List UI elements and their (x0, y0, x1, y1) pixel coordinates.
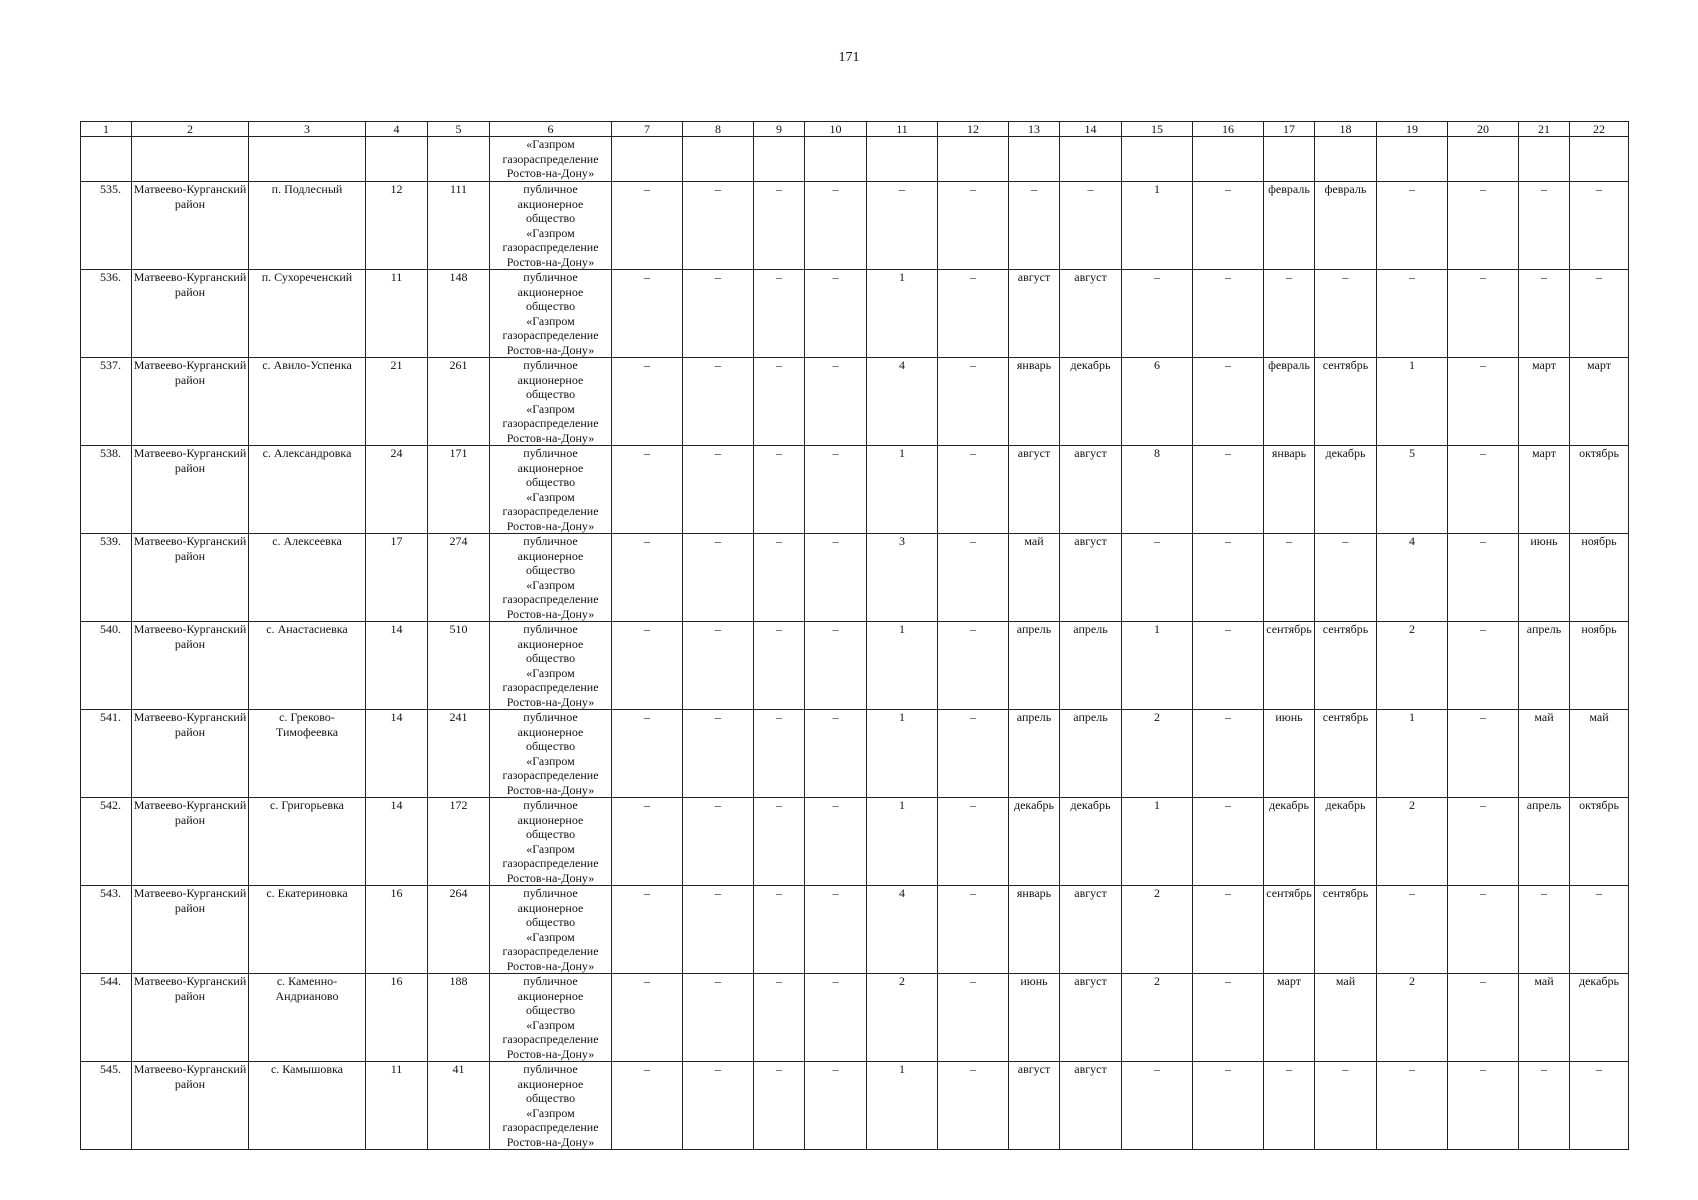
value-cell: – (754, 974, 805, 1062)
value-cell: – (1193, 534, 1264, 622)
value-cell: – (1060, 182, 1122, 270)
value-cell: 1 (1377, 710, 1448, 798)
value-cell: – (1448, 182, 1519, 270)
value-cell: – (805, 886, 867, 974)
value-cell: – (805, 270, 867, 358)
value-cell: 2 (1377, 622, 1448, 710)
page-number: 171 (838, 50, 860, 65)
value-cell: – (1264, 270, 1315, 358)
value-cell: 11 (366, 1062, 428, 1150)
value-cell: – (612, 1062, 683, 1150)
value-cell: 14 (366, 798, 428, 886)
value-cell: – (1377, 1062, 1448, 1150)
value-cell: 5 (1377, 446, 1448, 534)
header-cell: 3 (249, 122, 366, 137)
value-cell: – (1193, 798, 1264, 886)
table-row (81, 886, 1629, 974)
value-cell: 4 (867, 886, 938, 974)
value-cell: сентябрь (1315, 358, 1377, 446)
value-cell: – (754, 534, 805, 622)
value-cell: – (683, 358, 754, 446)
value-cell: февраль (1315, 182, 1377, 270)
value-cell: март (1519, 358, 1570, 446)
value-cell: ноябрь (1570, 622, 1629, 710)
organization-cell: публичное акционерное общество «Газпром газораспределение Ростов-на-Дону» (490, 798, 612, 886)
organization-cell: публичное акционерное общество «Газпром газораспределение Ростов-на-Дону» (490, 974, 612, 1062)
value-cell: сентябрь (1264, 886, 1315, 974)
value-cell: сентябрь (1315, 886, 1377, 974)
district-cell: Матвеево-Курганский район (132, 886, 249, 974)
value-cell: 274 (428, 534, 490, 622)
locality-cell: с. Камышовка (249, 1062, 366, 1150)
value-cell: – (612, 710, 683, 798)
value-cell: 41 (428, 1062, 490, 1150)
value-cell: 1 (867, 710, 938, 798)
table-row (81, 798, 1629, 886)
district-cell: Матвеево-Курганский район (132, 798, 249, 886)
value-cell: – (754, 446, 805, 534)
value-cell: – (867, 182, 938, 270)
value-cell: – (1193, 446, 1264, 534)
value-cell: 1 (867, 1062, 938, 1150)
value-cell: 1 (867, 270, 938, 358)
value-cell: февраль (1264, 182, 1315, 270)
value-cell: 188 (428, 974, 490, 1062)
value-cell: 4 (1377, 534, 1448, 622)
value-cell: январь (1264, 446, 1315, 534)
value-cell: 11 (366, 270, 428, 358)
row-number-cell: 540. (81, 622, 132, 710)
value-cell: декабрь (1315, 798, 1377, 886)
value-cell: сентябрь (1315, 622, 1377, 710)
value-cell: февраль (1264, 358, 1315, 446)
header-cell: 5 (428, 122, 490, 137)
value-cell: – (1009, 182, 1060, 270)
value-cell: – (754, 358, 805, 446)
value-cell: – (805, 446, 867, 534)
value-cell: 264 (428, 886, 490, 974)
gasification-schedule-table (80, 121, 1629, 1150)
value-cell: – (938, 182, 1009, 270)
row-number-cell: 544. (81, 974, 132, 1062)
organization-cell: публичное акционерное общество «Газпром газораспределение Ростов-на-Дону» (490, 886, 612, 974)
value-cell: – (1448, 710, 1519, 798)
value-cell: – (805, 622, 867, 710)
value-cell: – (938, 358, 1009, 446)
value-cell: – (683, 886, 754, 974)
value-cell: – (612, 358, 683, 446)
locality-cell: п. Сухореченский (249, 270, 366, 358)
value-cell: – (938, 710, 1009, 798)
value-cell: – (1519, 886, 1570, 974)
value-cell: – (1448, 534, 1519, 622)
header-cell: 10 (805, 122, 867, 137)
table-row (81, 622, 1629, 710)
value-cell: май (1315, 974, 1377, 1062)
row-number-cell: 536. (81, 270, 132, 358)
value-cell: – (1193, 182, 1264, 270)
value-cell: 111 (428, 182, 490, 270)
row-number-cell: 545. (81, 1062, 132, 1150)
header-cell: 18 (1315, 122, 1377, 137)
value-cell: – (938, 974, 1009, 1062)
value-cell: – (805, 710, 867, 798)
value-cell: – (805, 1062, 867, 1150)
value-cell: – (1448, 446, 1519, 534)
value-cell: – (1315, 534, 1377, 622)
value-cell: март (1519, 446, 1570, 534)
value-cell: 148 (428, 270, 490, 358)
value-cell: – (612, 798, 683, 886)
value-cell: 2 (867, 974, 938, 1062)
locality-cell: с. Александровка (249, 446, 366, 534)
value-cell: июнь (1519, 534, 1570, 622)
value-cell: – (754, 1062, 805, 1150)
table-row (81, 1062, 1629, 1150)
row-number-cell: 539. (81, 534, 132, 622)
value-cell: май (1570, 710, 1629, 798)
value-cell: – (683, 446, 754, 534)
value-cell: июнь (1009, 974, 1060, 1062)
value-cell: – (1377, 886, 1448, 974)
district-cell: Матвеево-Курганский район (132, 182, 249, 270)
value-cell: – (612, 534, 683, 622)
value-cell: – (1448, 358, 1519, 446)
value-cell: – (612, 182, 683, 270)
value-cell: – (1570, 886, 1629, 974)
locality-cell: с. Каменно-Андрианово (249, 974, 366, 1062)
organization-cell: публичное акционерное общество «Газпром газораспределение Ростов-на-Дону» (490, 446, 612, 534)
value-cell: 510 (428, 622, 490, 710)
value-cell: – (1122, 534, 1193, 622)
value-cell: – (1193, 974, 1264, 1062)
value-cell: – (938, 1062, 1009, 1150)
value-cell: – (612, 974, 683, 1062)
value-cell: – (1377, 182, 1448, 270)
header-cell: 22 (1570, 122, 1629, 137)
header-cell: 21 (1519, 122, 1570, 137)
value-cell: декабрь (1315, 446, 1377, 534)
value-cell: январь (1009, 358, 1060, 446)
organization-cell: публичное акционерное общество «Газпром газораспределение Ростов-на-Дону» (490, 1062, 612, 1150)
value-cell: – (1570, 1062, 1629, 1150)
locality-cell: с. Григорьевка (249, 798, 366, 886)
value-cell: – (1448, 1062, 1519, 1150)
district-cell: Матвеево-Курганский район (132, 270, 249, 358)
column-number-header (81, 122, 1629, 137)
org-cell-continued: «Газпром газораспределение Ростов-на-Дону» (490, 137, 612, 182)
value-cell: – (1193, 710, 1264, 798)
row-number-cell: 538. (81, 446, 132, 534)
header-cell: 19 (1377, 122, 1448, 137)
header-cell: 14 (1060, 122, 1122, 137)
district-cell: Матвеево-Курганский район (132, 622, 249, 710)
header-cell: 12 (938, 122, 1009, 137)
table-row (81, 710, 1629, 798)
value-cell: 14 (366, 710, 428, 798)
value-cell: – (683, 622, 754, 710)
value-cell: 2 (1122, 974, 1193, 1062)
table-row (81, 270, 1629, 358)
value-cell: ноябрь (1570, 534, 1629, 622)
value-cell: – (1519, 182, 1570, 270)
value-cell: 2 (1122, 886, 1193, 974)
value-cell: – (1193, 270, 1264, 358)
locality-cell: с. Авило-Успенка (249, 358, 366, 446)
value-cell: 17 (366, 534, 428, 622)
header-cell: 11 (867, 122, 938, 137)
value-cell: – (754, 270, 805, 358)
value-cell: август (1060, 886, 1122, 974)
value-cell: – (754, 886, 805, 974)
value-cell: январь (1009, 886, 1060, 974)
value-cell: 16 (366, 974, 428, 1062)
header-cell: 9 (754, 122, 805, 137)
value-cell: сентябрь (1264, 622, 1315, 710)
value-cell: – (1448, 270, 1519, 358)
value-cell: – (1264, 1062, 1315, 1150)
value-cell: август (1009, 270, 1060, 358)
value-cell: – (1519, 1062, 1570, 1150)
locality-cell: с. Екатериновка (249, 886, 366, 974)
value-cell: декабрь (1009, 798, 1060, 886)
organization-cell: публичное акционерное общество «Газпром газораспределение Ростов-на-Дону» (490, 270, 612, 358)
value-cell: май (1009, 534, 1060, 622)
value-cell: май (1519, 974, 1570, 1062)
value-cell: 1 (867, 622, 938, 710)
value-cell: – (805, 534, 867, 622)
value-cell: – (683, 710, 754, 798)
value-cell: август (1009, 1062, 1060, 1150)
district-cell: Матвеево-Курганский район (132, 358, 249, 446)
value-cell: – (683, 798, 754, 886)
value-cell: – (1193, 358, 1264, 446)
value-cell: – (1448, 886, 1519, 974)
value-cell: – (805, 974, 867, 1062)
value-cell: – (805, 358, 867, 446)
district-cell: Матвеево-Курганский район (132, 446, 249, 534)
district-cell: Матвеево-Курганский район (132, 974, 249, 1062)
value-cell: октябрь (1570, 446, 1629, 534)
header-cell: 1 (81, 122, 132, 137)
value-cell: 172 (428, 798, 490, 886)
header-cell: 15 (1122, 122, 1193, 137)
value-cell: – (683, 1062, 754, 1150)
value-cell: – (612, 270, 683, 358)
value-cell: – (754, 182, 805, 270)
value-cell: – (1315, 1062, 1377, 1150)
row-number-cell: 541. (81, 710, 132, 798)
value-cell: 14 (366, 622, 428, 710)
value-cell: – (1193, 1062, 1264, 1150)
value-cell: октябрь (1570, 798, 1629, 886)
value-cell: – (612, 622, 683, 710)
locality-cell: с. Греково-Тимофеевка (249, 710, 366, 798)
value-cell: 3 (867, 534, 938, 622)
table-row (81, 182, 1629, 270)
value-cell: август (1060, 974, 1122, 1062)
value-cell: – (1193, 622, 1264, 710)
value-cell: – (1193, 886, 1264, 974)
value-cell: апрель (1519, 622, 1570, 710)
organization-cell: публичное акционерное общество «Газпром газораспределение Ростов-на-Дону» (490, 622, 612, 710)
value-cell: июнь (1264, 710, 1315, 798)
value-cell: май (1519, 710, 1570, 798)
value-cell: 261 (428, 358, 490, 446)
value-cell: август (1060, 1062, 1122, 1150)
header-cell: 16 (1193, 122, 1264, 137)
value-cell: апрель (1009, 622, 1060, 710)
value-cell: – (1122, 1062, 1193, 1150)
value-cell: – (612, 446, 683, 534)
district-cell: Матвеево-Курганский район (132, 1062, 249, 1150)
row-number-cell: 535. (81, 182, 132, 270)
district-cell: Матвеево-Курганский район (132, 534, 249, 622)
table-row (81, 446, 1629, 534)
value-cell: 1 (1122, 182, 1193, 270)
value-cell: март (1570, 358, 1629, 446)
locality-cell: с. Анастасиевка (249, 622, 366, 710)
value-cell: – (938, 270, 1009, 358)
value-cell: – (1315, 270, 1377, 358)
value-cell: – (683, 182, 754, 270)
header-cell: 8 (683, 122, 754, 137)
value-cell: 1 (1122, 622, 1193, 710)
table-row (81, 358, 1629, 446)
value-cell: декабрь (1264, 798, 1315, 886)
value-cell: апрель (1009, 710, 1060, 798)
value-cell: апрель (1060, 622, 1122, 710)
header-cell: 2 (132, 122, 249, 137)
value-cell: – (938, 886, 1009, 974)
value-cell: август (1060, 270, 1122, 358)
value-cell: – (1264, 534, 1315, 622)
value-cell: – (938, 798, 1009, 886)
locality-cell: п. Подлесный (249, 182, 366, 270)
value-cell: – (1122, 270, 1193, 358)
value-cell: 1 (1122, 798, 1193, 886)
value-cell: – (938, 534, 1009, 622)
organization-cell: публичное акционерное общество «Газпром газораспределение Ростов-на-Дону» (490, 534, 612, 622)
header-cell: 4 (366, 122, 428, 137)
value-cell: – (1448, 622, 1519, 710)
value-cell: август (1009, 446, 1060, 534)
value-cell: 2 (1377, 974, 1448, 1062)
value-cell: 24 (366, 446, 428, 534)
value-cell: сентябрь (1315, 710, 1377, 798)
value-cell: апрель (1060, 710, 1122, 798)
value-cell: 21 (366, 358, 428, 446)
header-cell: 6 (490, 122, 612, 137)
value-cell: 1 (1377, 358, 1448, 446)
value-cell: декабрь (1060, 358, 1122, 446)
header-cell: 17 (1264, 122, 1315, 137)
value-cell: март (1264, 974, 1315, 1062)
value-cell: 241 (428, 710, 490, 798)
value-cell: – (805, 798, 867, 886)
value-cell: – (612, 886, 683, 974)
organization-cell: публичное акционерное общество «Газпром газораспределение Ростов-на-Дону» (490, 710, 612, 798)
value-cell: – (1570, 270, 1629, 358)
organization-cell: публичное акционерное общество «Газпром газораспределение Ростов-на-Дону» (490, 182, 612, 270)
value-cell: апрель (1519, 798, 1570, 886)
value-cell: – (938, 622, 1009, 710)
value-cell: – (1570, 182, 1629, 270)
header-cell: 7 (612, 122, 683, 137)
value-cell: декабрь (1060, 798, 1122, 886)
value-cell: – (938, 446, 1009, 534)
value-cell: 16 (366, 886, 428, 974)
value-cell: 1 (867, 446, 938, 534)
organization-cell: публичное акционерное общество «Газпром газораспределение Ростов-на-Дону» (490, 358, 612, 446)
locality-cell: с. Алексеевка (249, 534, 366, 622)
district-cell: Матвеево-Курганский район (132, 710, 249, 798)
value-cell: – (683, 534, 754, 622)
value-cell: – (1519, 270, 1570, 358)
row-number-cell: 542. (81, 798, 132, 886)
value-cell: 4 (867, 358, 938, 446)
value-cell: – (683, 270, 754, 358)
value-cell: 2 (1377, 798, 1448, 886)
value-cell: 1 (867, 798, 938, 886)
value-cell: – (683, 974, 754, 1062)
value-cell: 2 (1122, 710, 1193, 798)
value-cell: август (1060, 534, 1122, 622)
table-row (81, 534, 1629, 622)
value-cell: – (805, 182, 867, 270)
value-cell: 12 (366, 182, 428, 270)
value-cell: – (754, 622, 805, 710)
value-cell: – (754, 710, 805, 798)
value-cell: декабрь (1570, 974, 1629, 1062)
value-cell: август (1060, 446, 1122, 534)
value-cell: 8 (1122, 446, 1193, 534)
continuation-row (81, 137, 1629, 182)
header-cell: 20 (1448, 122, 1519, 137)
value-cell: – (1448, 798, 1519, 886)
value-cell: 171 (428, 446, 490, 534)
value-cell: – (1448, 974, 1519, 1062)
table-row (81, 974, 1629, 1062)
row-number-cell: 537. (81, 358, 132, 446)
value-cell: – (754, 798, 805, 886)
header-cell: 13 (1009, 122, 1060, 137)
value-cell: 6 (1122, 358, 1193, 446)
row-number-cell: 543. (81, 886, 132, 974)
value-cell: – (1377, 270, 1448, 358)
